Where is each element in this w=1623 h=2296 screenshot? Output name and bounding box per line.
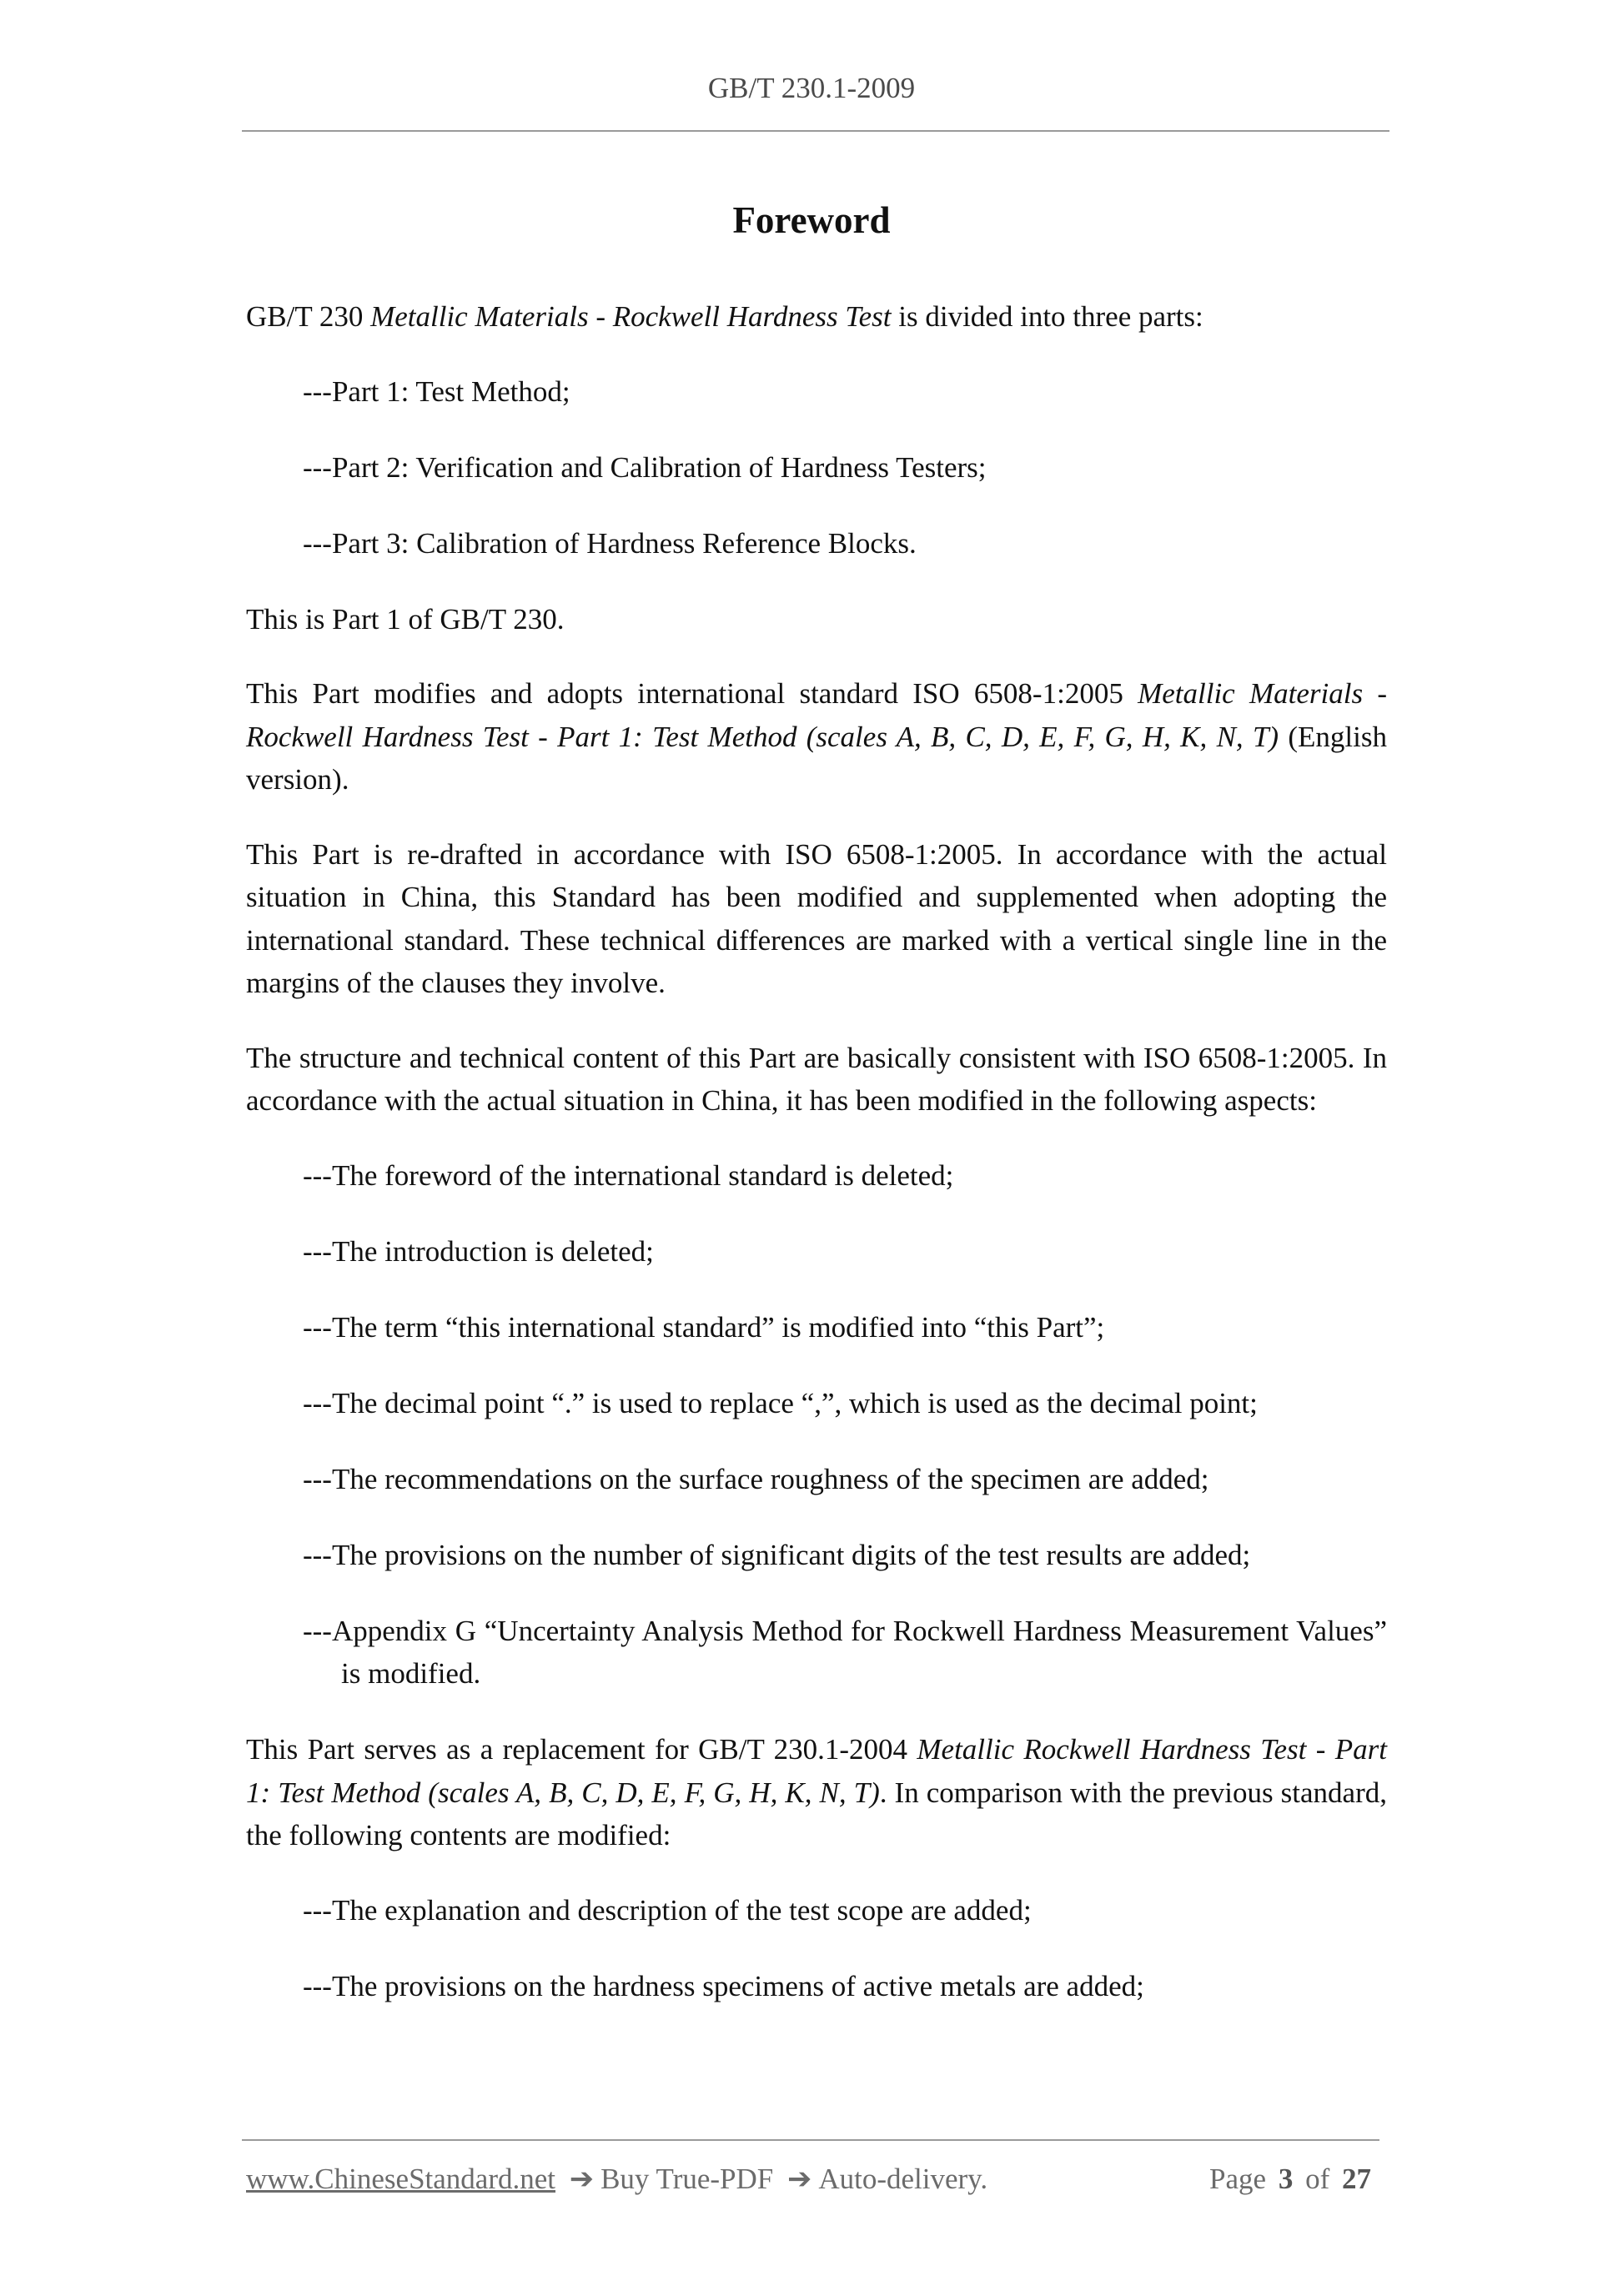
page-title: Foreword bbox=[732, 199, 891, 241]
intro-text-c: is divided into three parts: bbox=[891, 300, 1203, 333]
list-item-change: ---The explanation and description of the test scope are added; bbox=[303, 1893, 1032, 1927]
redrafted-paragraph: This Part is re-drafted in accordance with ISO 6508-1:2005. In accordance with the actual situation in China, this Standard has been modified and supplemented when adopting the international standard. These technical differences are marked with a vertical single line in the margins of the clauses they involve. bbox=[246, 837, 1387, 999]
footer-promo bbox=[246, 2163, 987, 2196]
replacement-text-c: . In comparison with the previous standard, the following contents are modified: bbox=[246, 1776, 1387, 1851]
of-word: of bbox=[1305, 2163, 1330, 2195]
replacement-text-a: This Part serves as a replacement for GB/T 230.1-2004 bbox=[246, 1733, 917, 1766]
list-item-modification: ---The recommendations on the surface roughness of the specimen are added; bbox=[303, 1462, 1209, 1495]
list-item-part-1: ---Part 1: Test Method; bbox=[303, 374, 570, 408]
intro-paragraph bbox=[246, 295, 1387, 339]
intro-standard-title: Metallic Materials - Rockwell Hardness Test bbox=[370, 300, 892, 333]
delivery-text: Auto-delivery. bbox=[818, 2163, 988, 2195]
list-item-part-3: ---Part 3: Calibration of Hardness Reference Blocks. bbox=[303, 526, 917, 560]
adopts-iso-title: Metallic Materials - Rockwell Hardness Test - Part 1: Test Method (scales A, B, C, D, E, F, G, H, K, N, T) bbox=[246, 677, 1387, 753]
right-arrow-icon: ➔ bbox=[787, 2163, 812, 2195]
buy-text: Buy True-PDF bbox=[600, 2163, 774, 2195]
list-item-modification: ---The introduction is deleted; bbox=[303, 1234, 654, 1268]
adopts-paragraph bbox=[246, 672, 1387, 801]
right-arrow-icon: ➔ bbox=[569, 2163, 595, 2195]
header-doc-id: GB/T 230.1-2009 bbox=[707, 72, 916, 104]
website-link[interactable]: www.ChineseStandard.net bbox=[246, 2163, 555, 2195]
list-item-part-2: ---Part 2: Verification and Calibration of Hardness Testers; bbox=[303, 450, 987, 484]
current-page-number: 3 bbox=[1278, 2163, 1294, 2195]
replacement-standard-title: Metallic Rockwell Hardness Test - Part 1: Test Method (scales A, B, C, D, E, F, G, H, K, N, T) bbox=[246, 1733, 1387, 1809]
list-item-modification: ---The provisions on the number of significant digits of the test results are added; bbox=[303, 1538, 1251, 1571]
structure-paragraph: The structure and technical content of this Part are basically consistent with ISO 6508-1:2005. In accordance with the actual situation in China, it has been modified in the following aspects: bbox=[246, 1041, 1387, 1117]
header-divider bbox=[242, 130, 1389, 132]
document-body bbox=[246, 295, 1387, 2041]
list-item-modification: ---The decimal point “.” is used to replace “,”, which is used as the decimal point; bbox=[303, 1386, 1258, 1419]
intro-text-a: GB/T 230 bbox=[246, 300, 371, 333]
list-item-modification: ---The foreword of the international standard is deleted; bbox=[303, 1158, 954, 1192]
total-page-count: 27 bbox=[1342, 2163, 1371, 2195]
adopts-text-c: (English version). bbox=[246, 720, 1387, 796]
list-item-change: ---The provisions on the hardness specimens of active metals are added; bbox=[303, 1969, 1144, 2002]
replacement-paragraph bbox=[246, 1728, 1387, 1857]
list-item-modification: ---Appendix G “Uncertainty Analysis Method for Rockwell Hardness Measurement Values” is modified. bbox=[303, 1614, 1387, 1690]
page-indicator bbox=[1209, 2163, 1376, 2196]
list-item-modification: ---The term “this international standard” is modified into “this Part”; bbox=[303, 1310, 1105, 1344]
adopts-text-a: This Part modifies and adopts international standard ISO 6508-1:2005 bbox=[246, 677, 1138, 710]
part1-paragraph: This is Part 1 of GB/T 230. bbox=[246, 602, 565, 636]
footer-divider bbox=[242, 2139, 1379, 2141]
page-word: Page bbox=[1209, 2163, 1267, 2195]
